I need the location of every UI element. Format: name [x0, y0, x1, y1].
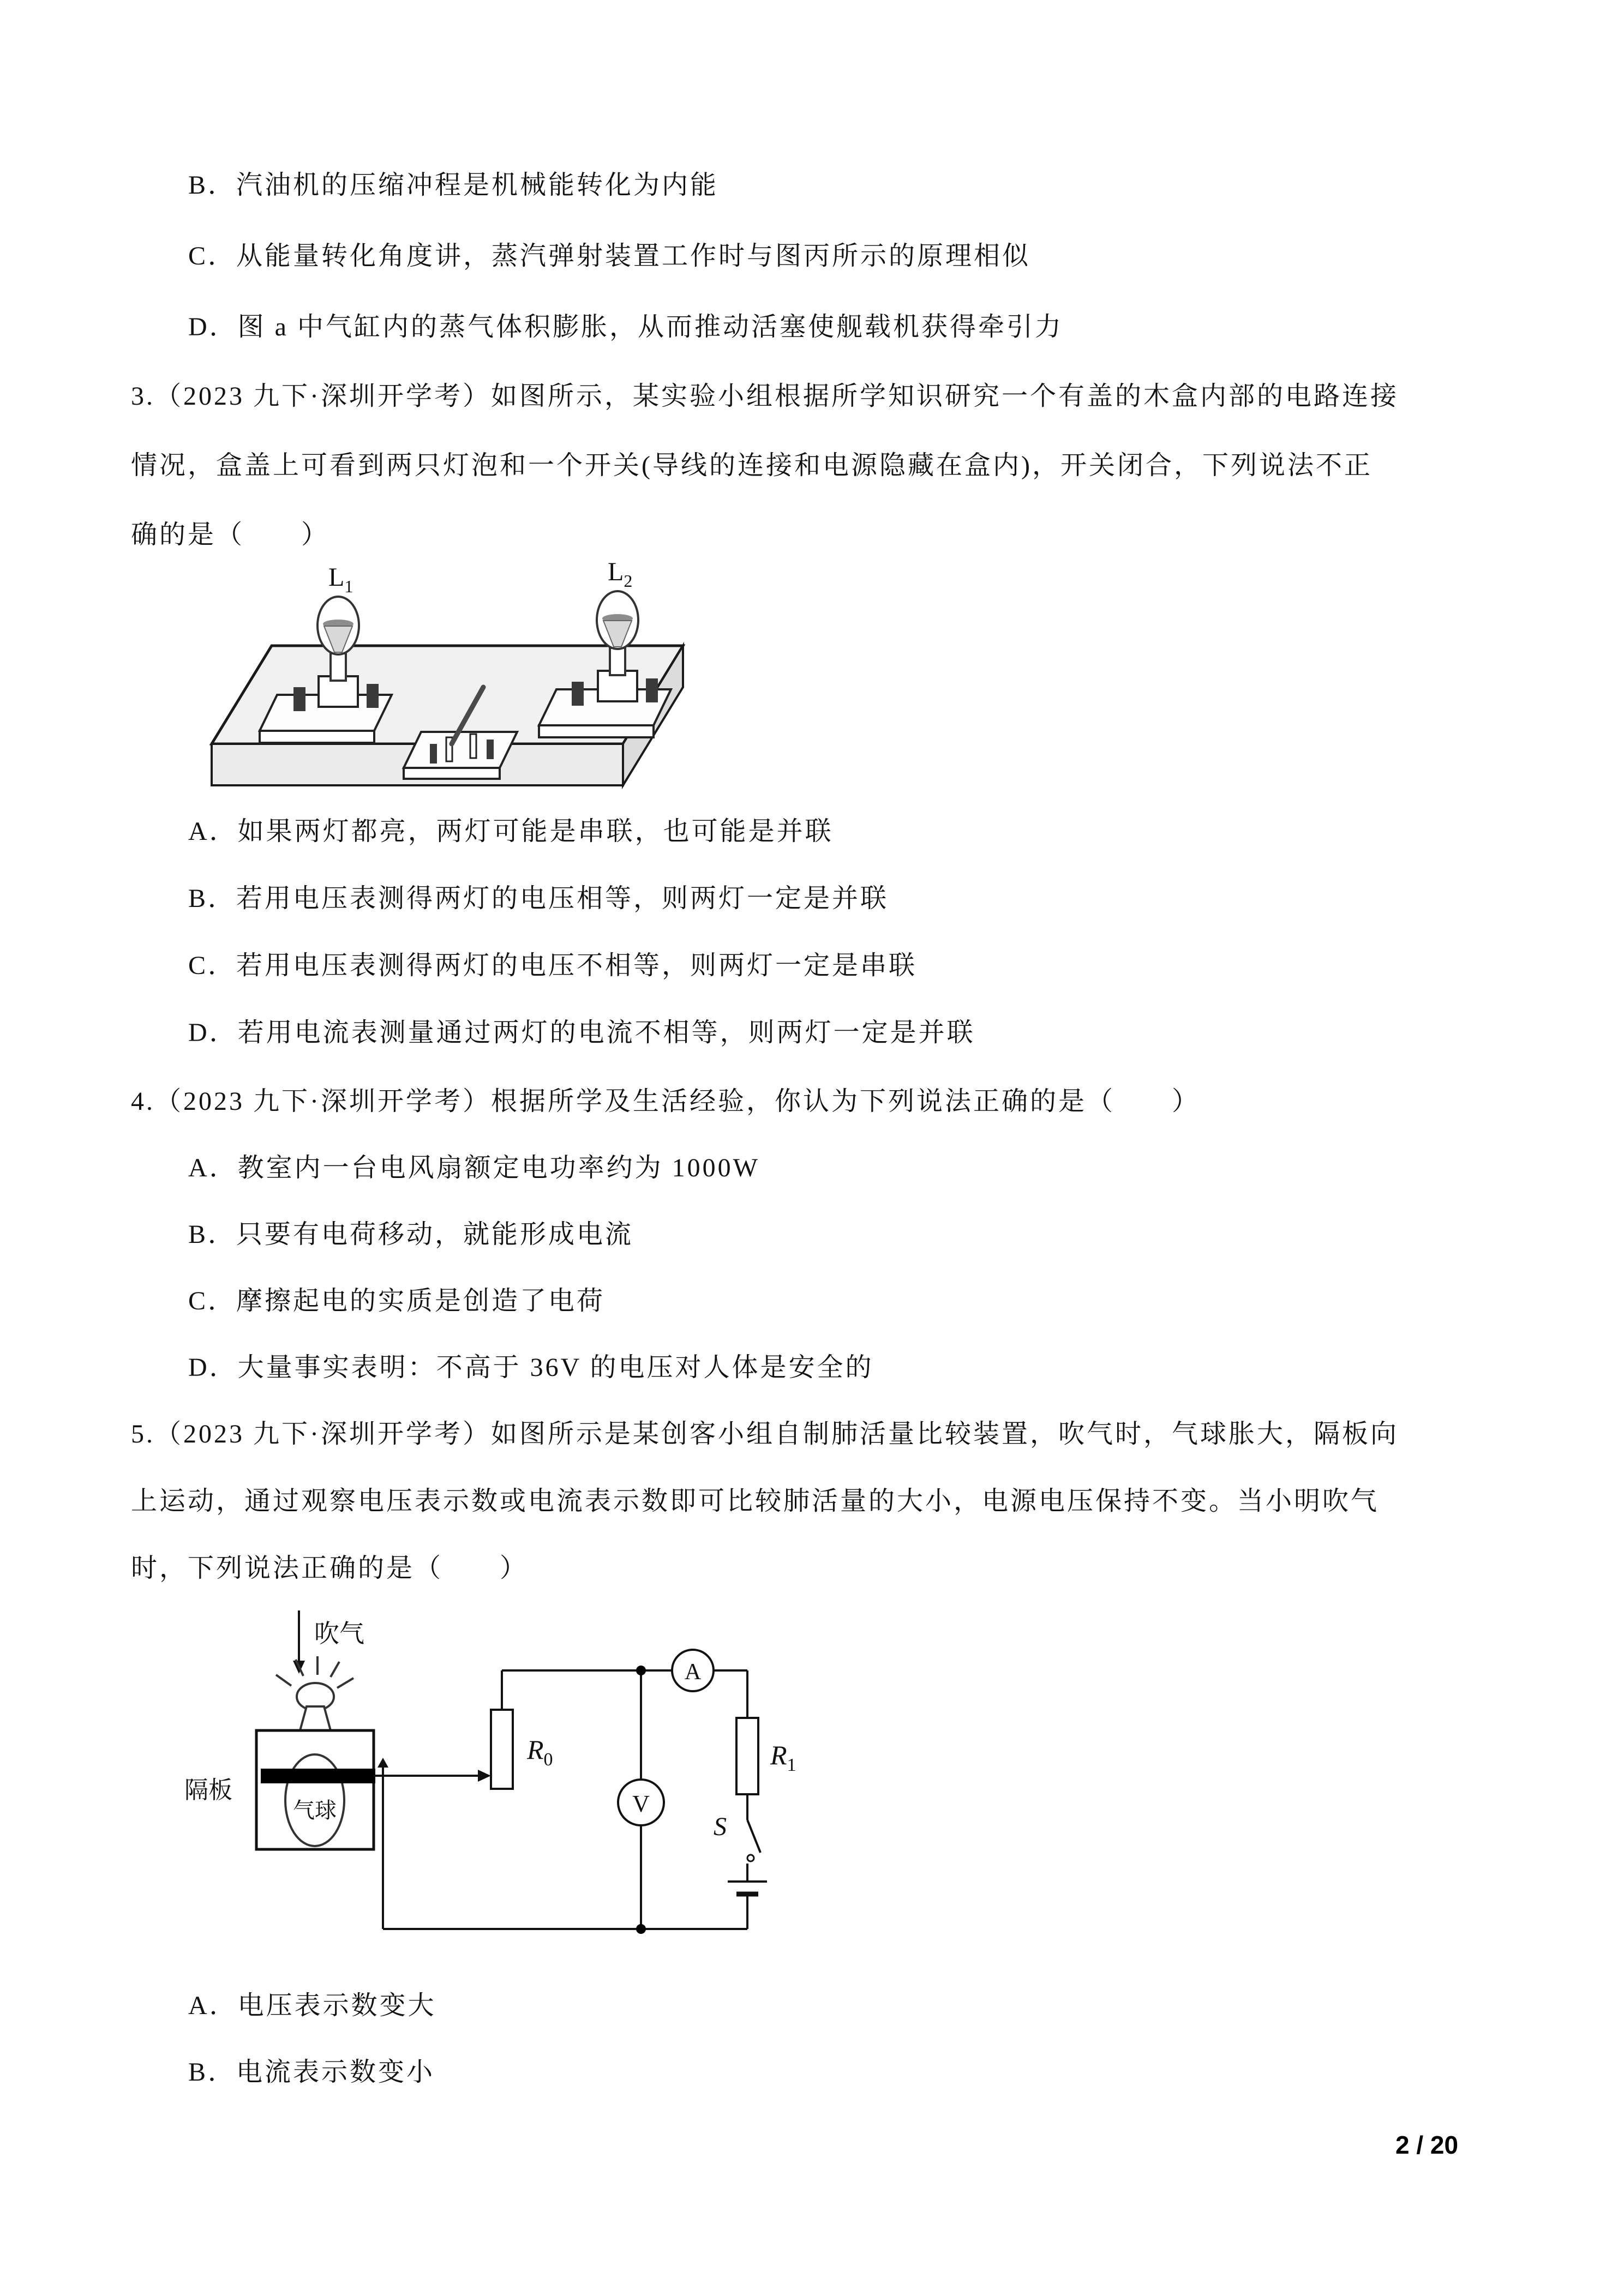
- battery-icon: [728, 1882, 767, 1894]
- question-line: 时，下列说法正确的是（ ）: [131, 1554, 529, 1583]
- ammeter-label: A: [684, 1660, 702, 1685]
- option-line: A．电压表示数变大: [188, 1991, 436, 2020]
- balloon-label: 气球: [293, 1798, 337, 1823]
- blow-label: 吹气: [314, 1620, 364, 1648]
- question-line: 情况，盒盖上可看到两只灯泡和一个开关(导线的连接和电源隐藏在盒内)，开关闭合，下列说法不正: [131, 451, 1373, 480]
- rheostat-r0: [491, 1710, 513, 1789]
- option-line: A．如果两灯都亮，两灯可能是串联，也可能是并联: [188, 817, 834, 846]
- resistor-r1: [736, 1718, 758, 1794]
- partition-bar: [261, 1769, 375, 1783]
- question-line: 确的是（ ）: [131, 520, 330, 549]
- option-line: C．摩擦起电的实质是创造了电荷: [188, 1287, 606, 1315]
- option-line: C．若用电压表测得两灯的电压不相等，则两灯一定是串联: [188, 951, 918, 980]
- q3-figure: [207, 552, 698, 795]
- page-number: 2 / 20: [1395, 2131, 1459, 2159]
- lamp2-label: $L_2$: [608, 557, 633, 591]
- question-line: 3.（2023 九下·深圳开学考）如图所示，某实验小组根据所学知识研究一个有盖的木盒内部的电路连接: [131, 382, 1399, 411]
- lamp1-label: $L_1$: [328, 563, 353, 596]
- option-line: B．只要有电荷移动，就能形成电流: [188, 1220, 634, 1249]
- option-line: D．大量事实表明：不高于 36V 的电压对人体是安全的: [188, 1353, 874, 1382]
- option-line: B．汽油机的压缩冲程是机械能转化为内能: [188, 171, 719, 200]
- circuit-wires: [383, 1670, 747, 1929]
- box-with-bulbs-figure: [207, 552, 698, 795]
- partition-label: 隔板: [184, 1777, 232, 1804]
- option-line: C．从能量转化角度讲，蒸汽弹射装置工作时与图丙所示的原理相似: [188, 242, 1031, 271]
- option-line: B．电流表示数变小: [188, 2058, 435, 2087]
- switch-label: S: [714, 1812, 727, 1841]
- mouthpiece-icon: [297, 1683, 334, 1730]
- question-line: 上运动，通过观察电压表示数或电流表示数即可比较肺活量的大小，电源电压保持不变。当小明吹气: [131, 1487, 1380, 1516]
- switch-icon: [747, 1820, 760, 1861]
- r0-label: $R_0$: [527, 1734, 553, 1770]
- question-line: 5.（2023 九下·深圳开学考）如图所示是某创客小组自制肺活量比较装置，吹气时，气球胀大，隔板向: [131, 1420, 1399, 1448]
- q5-figure: [180, 1606, 829, 1960]
- linkage-arrow: [374, 1758, 491, 1782]
- question-line: 4.（2023 九下·深圳开学考）根据所学及生活经验，你认为下列说法正确的是（ ）: [131, 1087, 1200, 1116]
- option-line: A．教室内一台电风扇额定电功率约为 1000W: [188, 1153, 760, 1182]
- voltmeter-label: V: [632, 1790, 650, 1817]
- option-line: B．若用电压表测得两灯的电压相等，则两灯一定是并联: [188, 884, 889, 913]
- option-line: D．若用电流表测量通过两灯的电流不相等，则两灯一定是并联: [188, 1018, 975, 1047]
- r1-label: $R_1$: [770, 1740, 796, 1775]
- option-line: D．图 a 中气缸内的蒸气体积膨胀，从而推动活塞使舰载机获得牵引力: [188, 312, 1063, 341]
- lung-circuit-figure: [180, 1606, 829, 1960]
